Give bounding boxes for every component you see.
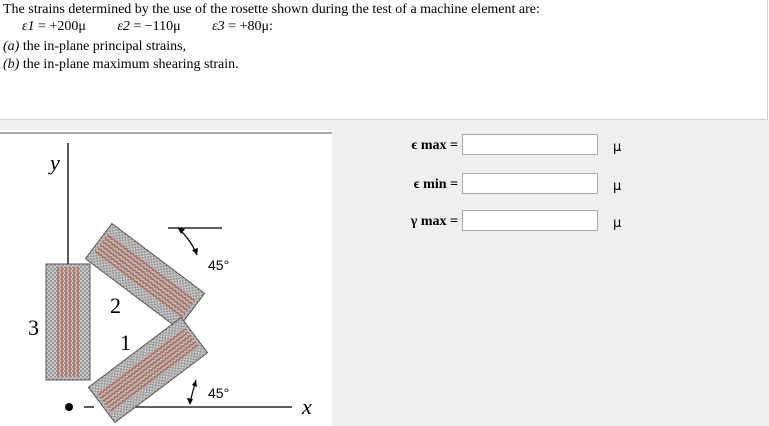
problem-text: The strains determined by the use of the rosette shown during the test of a machine element are: bbox=[3, 2, 540, 17]
angle-label-bottom: 45° bbox=[208, 385, 230, 401]
part-b bbox=[3, 57, 239, 73]
part-a-letter: (a) bbox=[3, 39, 20, 54]
answer-area bbox=[0, 120, 769, 426]
x-axis-label: x bbox=[302, 394, 312, 419]
strain-1 bbox=[22, 19, 86, 35]
part-a-text: the in-plane principal strains, bbox=[22, 39, 187, 54]
part-b-text: the in-plane maximum shearing strain. bbox=[22, 57, 239, 72]
strain-1-symbol: ε1 bbox=[22, 19, 35, 34]
strain-3-symbol: ε3 bbox=[212, 19, 225, 34]
gamma-max-label: γ max = bbox=[410, 214, 458, 229]
angle-label-top: 45° bbox=[208, 257, 230, 273]
y-axis-label: y bbox=[50, 150, 60, 175]
gauge-2-label: 2 bbox=[110, 293, 121, 318]
epsilon-max-input[interactable] bbox=[462, 134, 598, 155]
part-a bbox=[3, 39, 186, 55]
strain-1-value: = +200μ bbox=[38, 19, 86, 34]
epsilon-min-input[interactable] bbox=[462, 173, 598, 194]
part-b-letter: (b) bbox=[3, 57, 20, 72]
gauge-1-label: 1 bbox=[120, 330, 131, 355]
epsilon-max-label: ϵ max = bbox=[411, 138, 458, 153]
strain-3-value: = +80μ: bbox=[228, 19, 273, 34]
epsilon-min-unit: μ bbox=[613, 179, 622, 194]
epsilon-max-unit: μ bbox=[613, 140, 622, 155]
strain-2 bbox=[117, 19, 180, 35]
strain-2-value: = −110μ bbox=[133, 19, 181, 34]
origin-point bbox=[65, 403, 73, 411]
strain-3 bbox=[212, 19, 273, 35]
gamma-max-unit: μ bbox=[613, 216, 622, 231]
strain-values bbox=[22, 19, 301, 35]
problem-statement bbox=[0, 0, 768, 120]
gauge-3 bbox=[46, 264, 90, 380]
gauge-3-label: 3 bbox=[28, 315, 39, 340]
epsilon-min-label: ϵ min = bbox=[413, 177, 458, 192]
gamma-max-input[interactable] bbox=[462, 210, 598, 231]
rosette-figure bbox=[0, 130, 332, 426]
strain-2-symbol: ε2 bbox=[117, 19, 130, 34]
